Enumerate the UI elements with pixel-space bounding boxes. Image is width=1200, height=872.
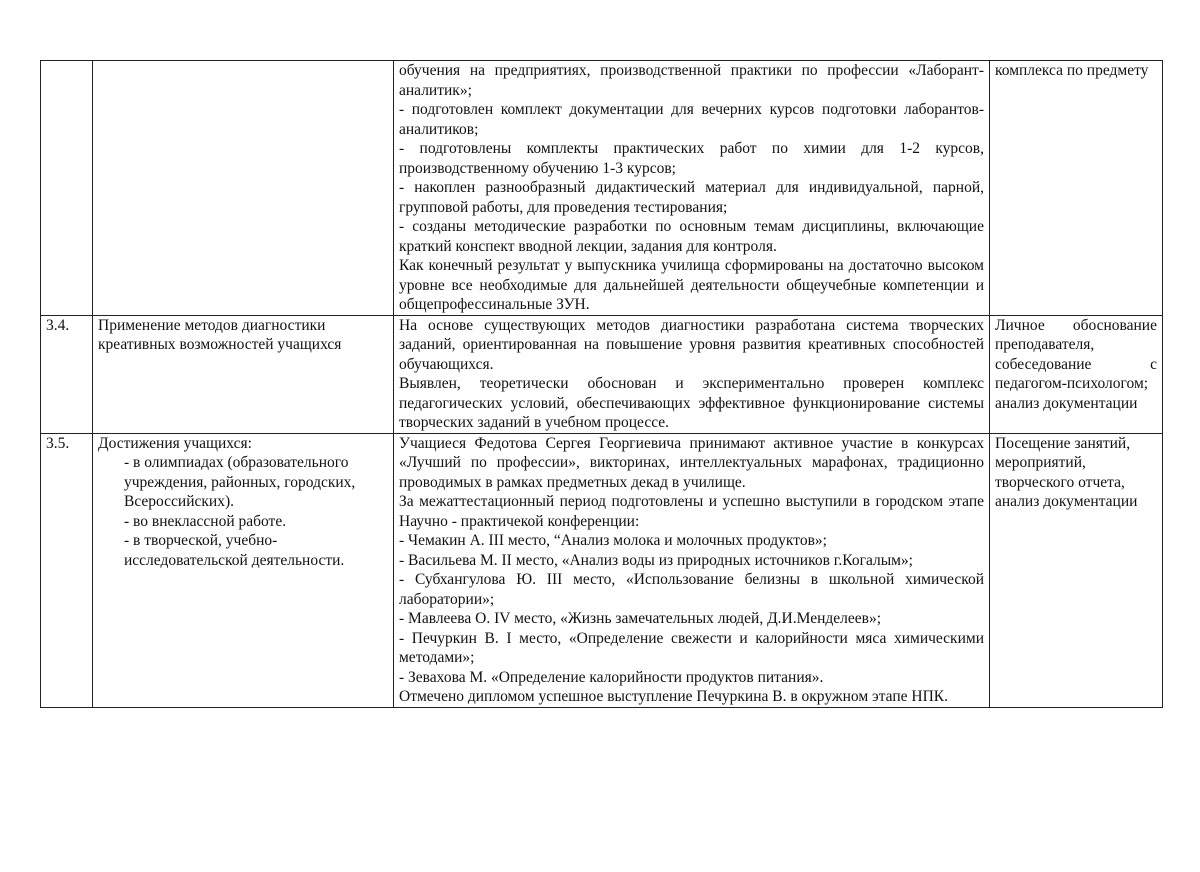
row-number <box>41 61 93 316</box>
criterion-cell <box>93 315 394 433</box>
content-cell <box>394 61 990 316</box>
content-paragraph: - Зевахова М. «Определение калорийности продуктов питания». <box>399 668 824 686</box>
content-paragraph: - Субхангулова Ю. III место, «Использование белизны в школьной химической лаборатории»; <box>399 571 984 608</box>
content-paragraph: Выявлен, теоретически обоснован и экспериментально проверен комплекс педагогических условий, обеспечивающих эффективное функционирование системы творческих заданий в учебном процессе. <box>399 375 984 431</box>
source-cell: Посещение занятий, мероприятий, творческого отчета, анализ документации <box>990 433 1163 707</box>
table-row <box>41 61 1163 316</box>
row-number: 3.4. <box>41 315 93 433</box>
source-cell: комплекса по предмету <box>990 61 1163 316</box>
table-row <box>41 315 1163 433</box>
table-row <box>41 433 1163 707</box>
criterion-item: - во внеклассной работе. <box>124 512 287 530</box>
content-paragraph: обучения на предприятиях, производственной практики по профессии «Лаборант-аналитик»; <box>399 62 984 99</box>
content-paragraph: - Мавлеева О. IV место, «Жизнь замечательных людей, Д.И.Менделеев»; <box>399 610 881 627</box>
content-paragraph: Отмечено дипломом успешное выступление Печуркина В. в окружном этапе НПК. <box>399 688 948 705</box>
content-paragraph: Как конечный результат у выпускника училища сформированы на достаточно высоком уровне все необходимые для дальнейшей деятельности общеучебные компетенции и общепрофессинальные ЗУН. <box>399 257 984 313</box>
criterion-item: - в творческой, учебно-исследовательской деятельности. <box>124 532 345 569</box>
criterion-cell <box>93 61 394 316</box>
criteria-table <box>40 60 1163 708</box>
criterion-title: Достижения учащихся: <box>98 434 252 452</box>
content-paragraph: На основе существующих методов диагностики разработана система творческих заданий, ориентированная на повышение уровня развития креативных способностей обучающихся. <box>399 316 984 373</box>
content-paragraph: - подготовлены комплекты практических работ по химии для 1-2 курсов, производственному обучению 1-3 курсов; <box>399 140 984 177</box>
content-paragraph: - Печуркин В. I место, «Определение свежести и калорийности мяса химическими методами»; <box>399 629 984 666</box>
content-paragraph: - подготовлен комплект документации для вечерних курсов подготовки лаборантов-аналитиков; <box>399 101 984 138</box>
content-paragraph: - Чемакин А. III место, “Анализ молока и молочных продуктов»; <box>399 532 827 549</box>
criterion-title: Применение методов диагностики креативных возможностей учащихся <box>98 316 342 353</box>
content-paragraph: - накоплен разнообразный дидактический материал для индивидуальной, парной, групповой работы, для проведения тестирования; <box>399 179 984 216</box>
content-cell <box>394 433 990 707</box>
source-cell: Личное обоснование преподавателя, собеседование с педагогом-психологом; анализ документации <box>990 315 1163 433</box>
criterion-item: - в олимпиадах (образовательного учреждения, районных, городских, Всероссийских). <box>124 454 356 510</box>
content-paragraph: За межаттестационный период подготовлены и успешно выступили в городском этапе Научно - практичекой конференции: <box>399 493 984 530</box>
content-paragraph: - Васильева М. II место, «Анализ воды из природных источников г.Когалым»; <box>399 551 913 569</box>
content-cell <box>394 315 990 433</box>
row-number: 3.5. <box>41 433 93 707</box>
content-paragraph: Учащиеся Федотова Сергея Георгиевича принимают активное участие в конкурсах «Лучший по профессии», викторинах, интеллектуальных марафонах, традиционно проводимых в рамках предметных декад в училище. <box>399 434 984 491</box>
content-paragraph: - созданы методические разработки по основным темам дисциплины, включающие краткий конспект вводной лекции, задания для контроля. <box>399 218 984 255</box>
criterion-cell <box>93 433 394 707</box>
